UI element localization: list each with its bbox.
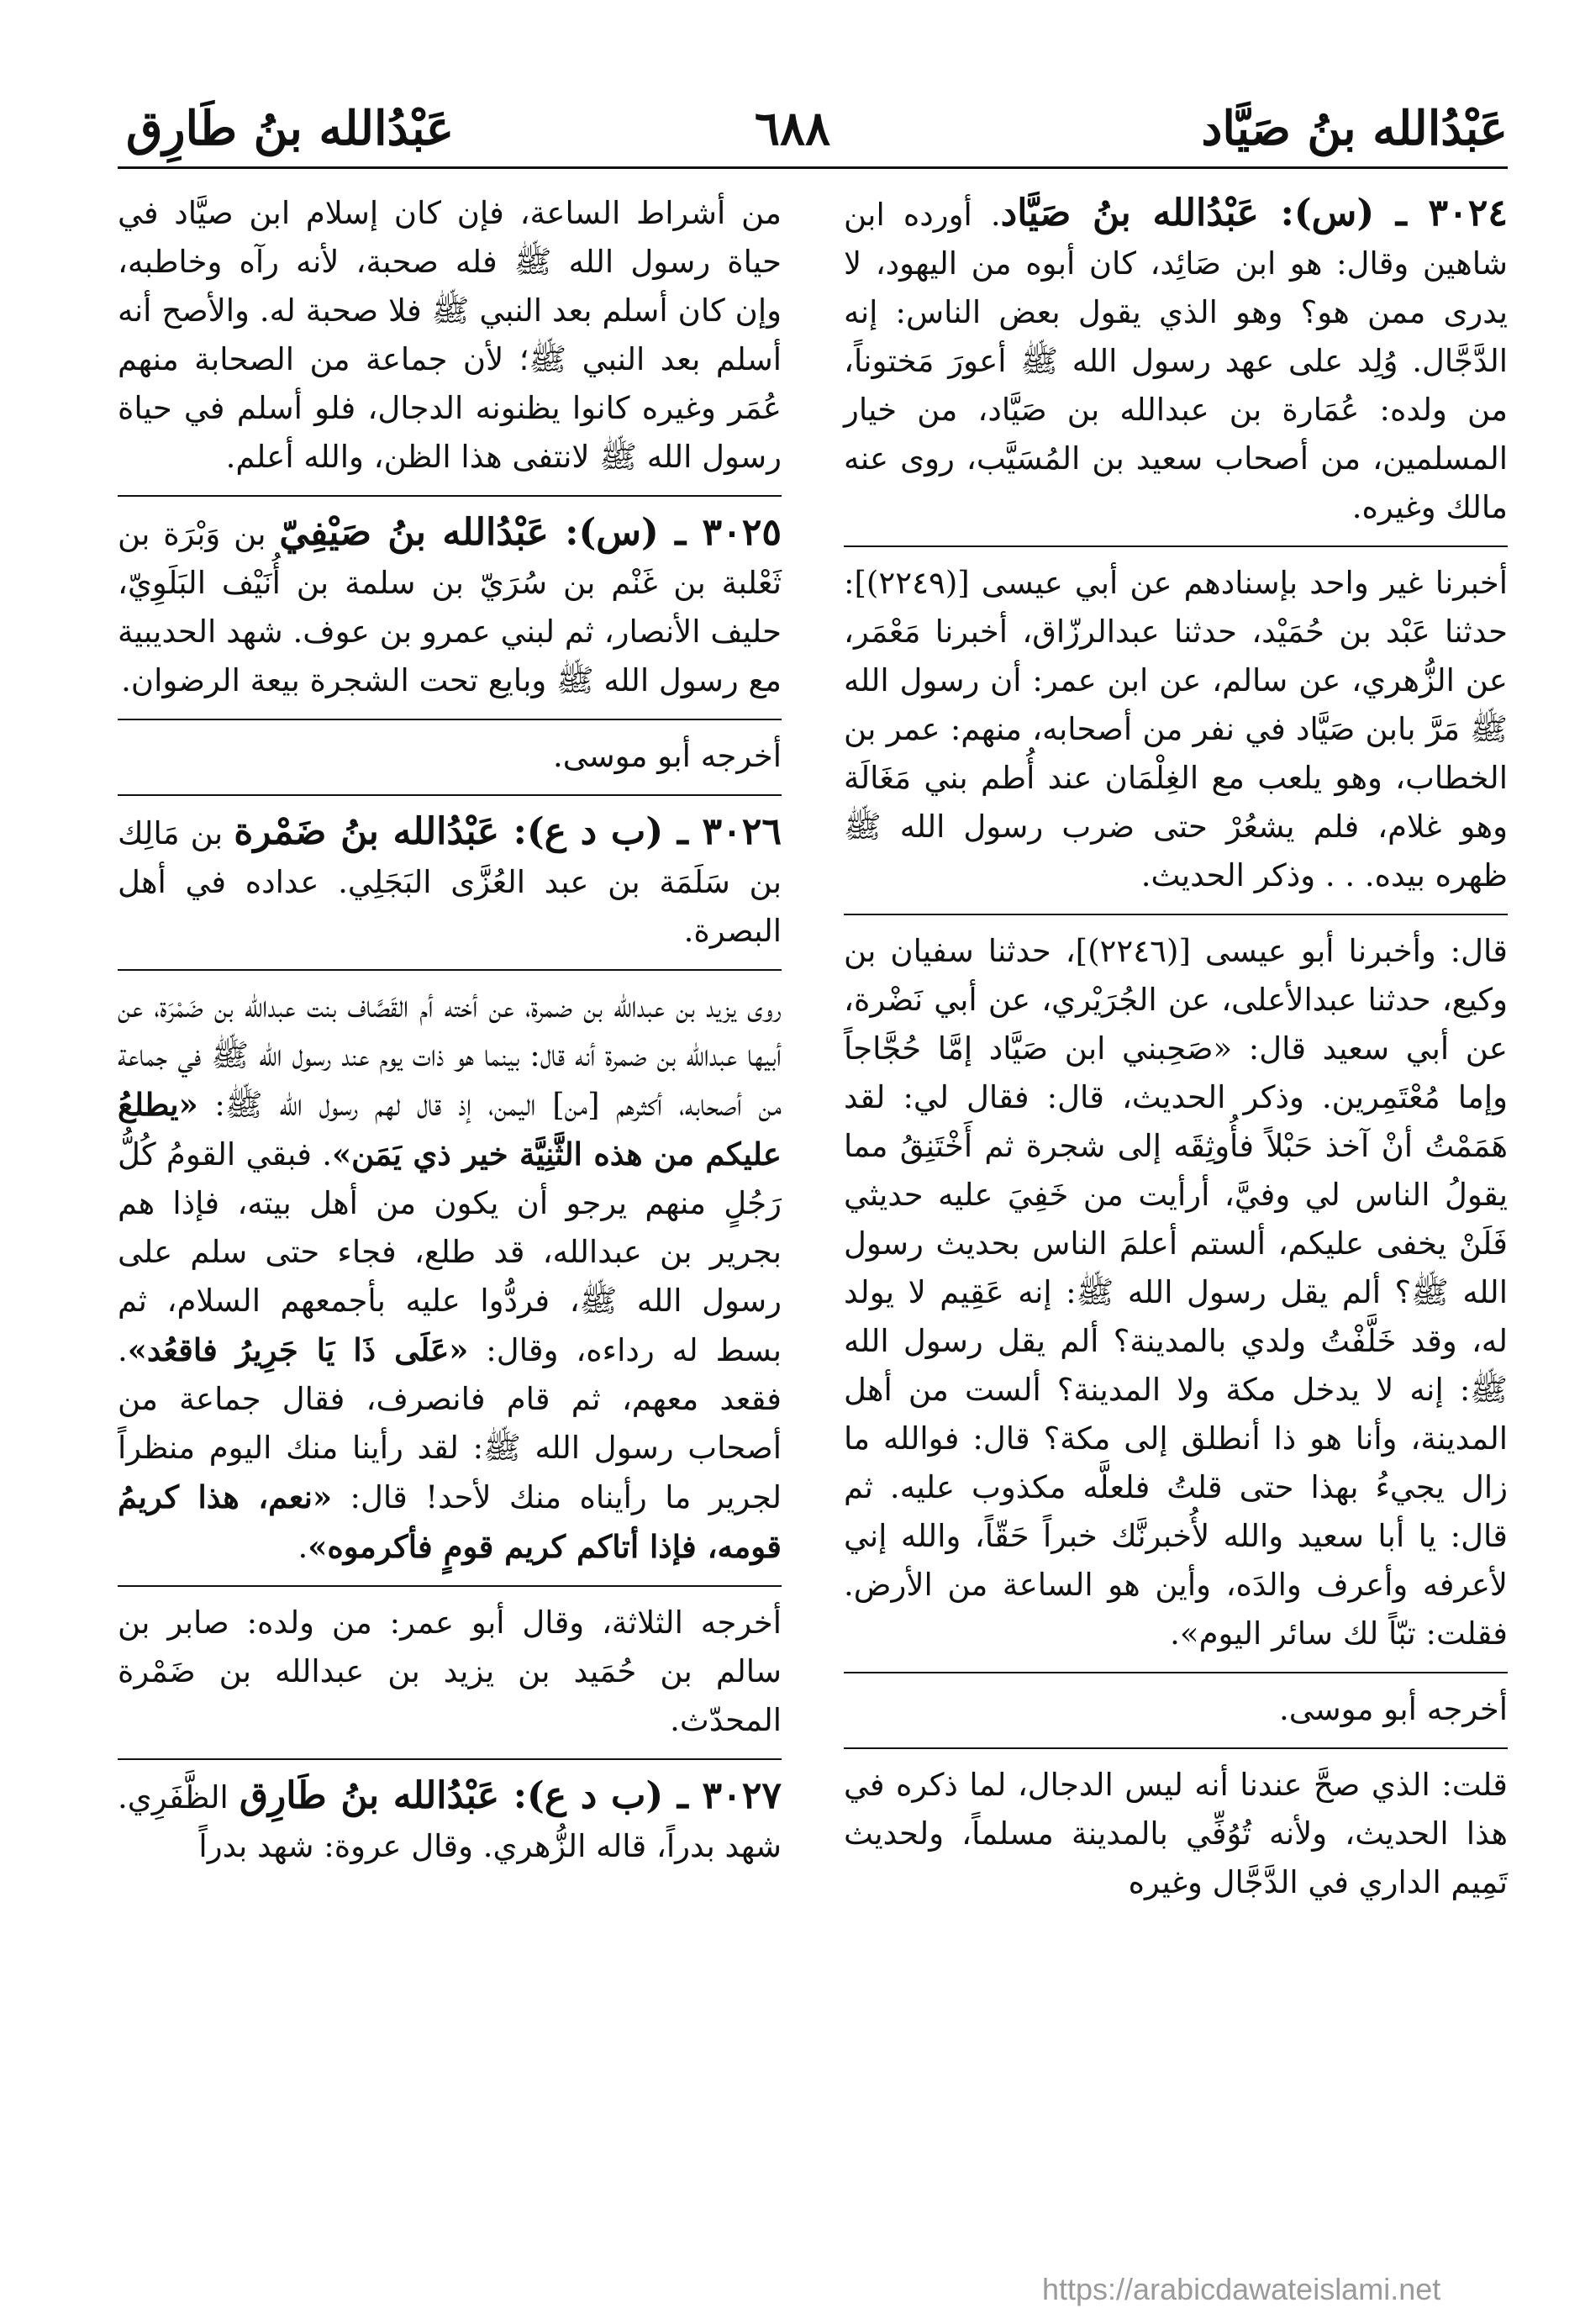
entry-text: بن مَالِك بن سَلَمَة بن عبد العُزَّى البَجَلِي. عداده في أهل البصرة.	[118, 815, 782, 949]
prophetic-quote: «يطلعُ عليكم من هذه الثَّنِيَّة خير ذي يَمَن»	[118, 1086, 782, 1173]
paragraph-hadith	[118, 983, 782, 1572]
entry-name: عَبْدُالله بنُ ضَمْرة	[234, 810, 499, 853]
paragraph: أخرجه أبو موسى.	[552, 738, 782, 774]
paragraph: قال: وأخبرنا أبو عيسى [(٢٢٤٦)]، حدثنا سفيان بن وكيع، حدثنا عبدالأعلى، عن الجُرَيْري، عن أبي نَضْرة، عن أبي سعيد قال: «صَحِبني ابن صَيَّاد إمَّا حُجَّاجاً وإما مُعْتَمِرين. وذكر الحديث، قال: فقال لي: لقد هَمَمْتُ أنْ آخذ حَبْلاً فأُوثِقَه إلى شجرة ثم أَخْتَنِقُ مما يقولُ الناس لي وفيَّ، أرأيت من خَفِيَ عليه حديثي فَلَنْ يخفى عليكم، ألستم أعلمَ الناس بحديث رسول الله ﷺ؟ ألم يقل رسول الله ﷺ: إنه عَقِيم لا يولد له، وقد خَلَّفْتُ ولدي بالمدينة؟ ألم يقل رسول الله ﷺ: إنه لا يدخل مكة ولا المدينة؟ ألست من أهل المدينة، وأنا هو ذا أنطلق إلى مكة؟ قال: فوالله ما زال يجيءُ بهذا حتى قلتُ فلعلَّه مكذوب عليه. ثم قال: يا أبا سعيد والله لأُخبرنَّك خبراً حَقّاً، والله إني لأعرفه وأعرف والدَه، وأين هو الساعة من الأرض. فقلت: تبّاً لك سائر اليوم».	[844, 933, 1508, 1652]
entry-text: . أورده ابن شاهين وقال: هو ابن صَائِد، كان أبوه من اليهود، لا يدرى ممن هو؟ وهو الذي يقول بعض الناس: إنه الدَّجَّال. وُلِد على عهد رسول الله ﷺ أعورَ مَختوناً، من ولده: عُمَارة بن عبدالله بن صَيَّاد، من خيار المسلمين، من أصحاب سعيد بن المُسَيَّب، روى عنه مالك وغيره.	[844, 197, 1508, 525]
entry-number: ٣٠٢٥	[702, 511, 782, 554]
entry-text: الظَّفَرِي. شهد بدراً، قاله الزُّهري. وقال عروة: شهد بدراً	[118, 1779, 782, 1864]
entry-number: ٣٠٢٧	[702, 1774, 782, 1817]
entry-text: بن وَبْرَة بن ثَعْلبة بن غَنْم بن سُرَيّ بن سلمة بن أُنَيْف البَلَوِيّ، حليف الأنصار، ثم لبني عمرو بن عوف. شهد الحديبية مع رسول الله ﷺ وبايع تحت الشجرة بيعة الرضوان.	[118, 516, 782, 698]
entry-name: عَبْدُالله بنُ طَارِق	[239, 1774, 500, 1817]
paragraph-divider	[118, 794, 782, 796]
entry-name: عَبْدُالله بنُ صَيَّاد	[1000, 192, 1259, 235]
entry-code: ـ (س):	[1258, 192, 1429, 235]
paragraph: قلت: الذي صحَّ عندنا أنه ليس الدجال، لما ذكره في هذا الحديث، ولأنه تُوُفِّي بالمدينة مسلماً، ولحديث تَمِيم الداري في الدَّجَّال وغيره	[844, 1767, 1508, 1900]
hadith-intro: روى يزيد بن عبدالله بن ضمرة، عن أخته أم القَصَّاف بنت عبدالله بن ضَمْرَة، عن أبيها عبدالله بن ضمرة أنه قال: بينما هو ذات يوم عند رسول الله ﷺ في جماعة من أصحابه، أكثرهم [من] اليمن، إذ قال لهم رسول الله ﷺ:	[118, 988, 782, 1123]
paragraph: من أشراط الساعة، فإن كان إسلام ابن صيَّاد في حياة رسول الله ﷺ فله صحبة، لأنه رآه وخاطبه، وإن كان أسلم بعد النبي ﷺ فلا صحبة له. والأصح أنه أسلم بعد النبي ﷺ؛ لأن جماعة من الصحابة منهم عُمَر وغيره كانوا يظنونه الدجال، فلو أسلم في حياة رسول الله ﷺ لانتفى هذا الظن، والله أعلم.	[118, 195, 782, 475]
paragraph-divider	[844, 914, 1508, 915]
paragraph-divider	[118, 719, 782, 720]
page-number: ٦٨٨	[754, 101, 831, 156]
entry-number: ٣٠٢٦	[702, 810, 782, 853]
paragraph-divider	[844, 545, 1508, 547]
entry-code: ـ (ب د ع):	[499, 1774, 703, 1817]
entry-code: ـ (ب د ع):	[498, 810, 703, 853]
paragraph-divider	[118, 495, 782, 497]
prophetic-quote: «عَلَى ذَا يَا جَرِيرُ فاقعُد»	[127, 1331, 469, 1368]
source-watermark: https://arabicdawateislami.net	[1042, 2272, 1441, 2306]
header-rule	[118, 166, 1508, 169]
paragraph: أخرجه الثلاثة، وقال أبو عمر: من ولده: صابر بن سالم بن حُمَيد بن يزيد بن عبدالله بن ضَمْرة المحدّث.	[118, 1605, 782, 1738]
entry-3026	[118, 808, 782, 956]
hadith-text: . فقعد معهم، ثم قام فانصرف، فقال جماعة من أصحاب رسول الله ﷺ: لقد رأينا منك اليوم منظراً لجرير ما رأيناه منك لأحد! قال:	[118, 1332, 782, 1515]
running-header-left: عَبْدُالله بنُ طَارِق	[126, 101, 455, 156]
paragraph-divider	[118, 1585, 782, 1587]
entry-number: ٣٠٢٤	[1428, 192, 1508, 235]
paragraph-divider	[118, 1758, 782, 1760]
right-column	[844, 189, 1508, 1907]
hadith-text: . فبقي القومُ كُلُّ رَجُلٍ منهم يرجو أن يكون من أهل بيته، فإذا هم بجرير بن عبدالله، قد طلع، فجاء حتى سلم على رسول الله ﷺ، فردُّوا عليه بأجمعهم السلام، ثم بسط له رداءه، وقال:	[118, 1136, 782, 1368]
entry-name: عَبْدُالله بنُ صَيْفِيّ	[279, 511, 549, 554]
running-header-right: عَبْدُالله بنُ صَيَّاد	[1201, 101, 1508, 156]
paragraph-divider	[844, 1747, 1508, 1749]
entry-3024	[844, 189, 1508, 532]
paragraph: أخرجه أبو موسى.	[1278, 1691, 1508, 1727]
paragraph-divider	[118, 969, 782, 971]
paragraph-divider	[844, 1672, 1508, 1673]
prophetic-quote: «نعم، هذا كريمُ قومه، فإذا أتاكم كريم قومٍ فأكرموه»	[118, 1478, 782, 1565]
left-column	[118, 189, 782, 1871]
entry-code: ـ (س):	[548, 511, 703, 554]
entry-3027	[118, 1772, 782, 1871]
hadith-end: .	[298, 1529, 308, 1565]
entry-3025	[118, 509, 782, 705]
paragraph: أخبرنا غير واحد بإسنادهم عن أبي عيسى [(٢٢٤٩)]: حدثنا عَبْد بن حُمَيْد، حدثنا عبدالرزّاق، أخبرنا مَعْمَر، عن الزُّهري، عن سالم، عن ابن عمر: أن رسول الله ﷺ مَرَّ بابن صَيَّاد في نفر من أصحابه، منهم: عمر بن الخطاب، وهو يلعب مع الغِلْمَان عند أُطم بني مَغَالَة وهو غلام، فلم يشعُرْ حتى ضرب رسول الله ﷺ ظهره بيده. . . وذكر الحديث.	[844, 565, 1508, 893]
